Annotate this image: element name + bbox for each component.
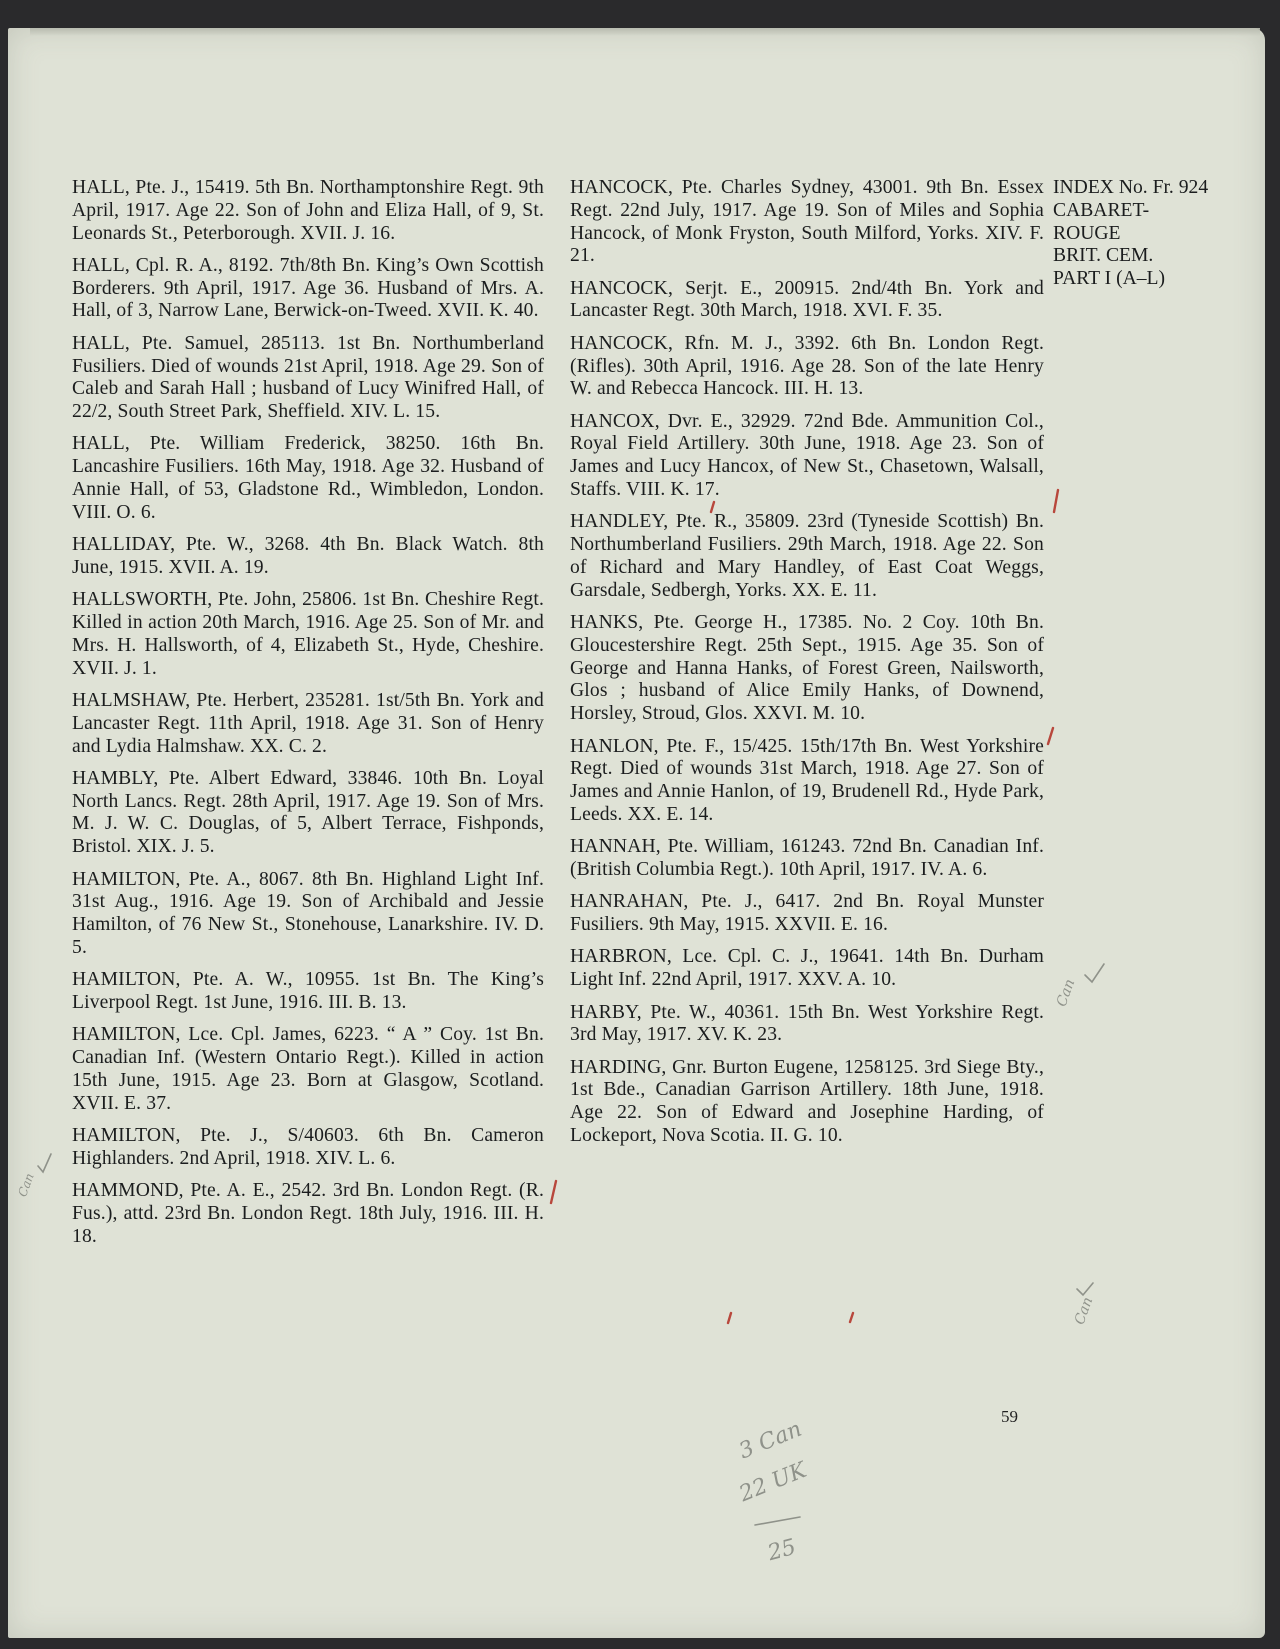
tick-mark-hancox xyxy=(1054,490,1058,512)
entry-hannah-william: HANNAH, Pte. William, 161243. 72nd Bn. Canadian Inf. (British Columbia Regt.). 10th April, 1917. IV. A. 6. xyxy=(570,836,1044,881)
handwritten-can-note-hamilton: Can xyxy=(15,1171,37,1199)
index-part: PART I (A–L) xyxy=(1053,268,1166,290)
check-mark-harding xyxy=(1077,1283,1093,1295)
handwritten-can-note-harding: Can xyxy=(1071,1295,1097,1327)
entry-harding-burton-eugene: HARDING, Gnr. Burton Eugene, 1258125. 3rd Siege Bty., 1st Bde., Canadian Garrison Artillery. 18th June, 1918. Age 22. Son of Edward and Josephine Harding, of Lockeport, Nova Scotia. II. G. 10. xyxy=(570,1056,1044,1146)
cemetery-name-line2: ROUGE xyxy=(1053,222,1121,244)
check-mark-hamilton xyxy=(38,1154,51,1172)
entry-hamilton-james: HAMILTON, Lce. Cpl. James, 6223. “ A ” Coy. 1st Bn. Canadian Inf. (Western Ontario Regt.). Killed in action 15th June, 1915. Age 23. Born at Glasgow, Scotland. XVII. E. 37. xyxy=(72,1024,544,1114)
entry-hambly-albert-edward: HAMBLY, Pte. Albert Edward, 33846. 10th Bn. Loyal North Lancs. Regt. 28th April, 1917. Age 19. Son of Mrs. M. J. W. C. Douglas, of 5, Albert Terrace, Fishponds, Bristol. XIX. J. 5. xyxy=(72,767,544,858)
tick-mark-hanks xyxy=(1048,728,1053,744)
entry-hammond-a-e: HAMMOND, Pte. A. E., 2542. 3rd Bn. London Regt. (R. Fus.), attd. 23rd Bn. London Regt. 18th July, 1916. III. H. 18. xyxy=(72,1180,544,1247)
index-number: INDEX No. Fr. 924 xyxy=(1053,177,1209,198)
grey-pencil-marks xyxy=(38,964,1104,1525)
red-pencil-ticks xyxy=(551,490,1058,1323)
entry-halliday-w: HALLIDAY, Pte. W., 3268. 4th Bn. Black Watch. 8th June, 1915. XVII. A. 19. xyxy=(72,534,544,578)
handwritten-can-note-hannah: Can xyxy=(1053,977,1079,1009)
entry-hall-j: HALL, Pte. J., 15419. 5th Bn. Northamptonshire Regt. 9th April, 1917. Age 22. Son of John and Eliza Hall, of 9, St. Leonards St., Peterborough. XVII. J. 16. xyxy=(72,177,544,244)
tick-mark-hamilton-james xyxy=(551,1181,556,1203)
tick-mark-hancox-comma xyxy=(711,502,714,512)
entry-hancox-e: HANCOX, Dvr. E., 32929. 72nd Bde. Ammunition Col., Royal Field Artillery. 30th June, 1918. Age 23. Son of James and Lucy Hancox, of New St., Chasetown, Walsall, Staffs. VIII. K. 17. xyxy=(570,410,1044,501)
handwritten-tally-canadian: 3 Can xyxy=(735,1416,806,1465)
entry-hamilton-a-w: HAMILTON, Pte. A. W., 10955. 1st Bn. The King’s Liverpool Regt. 1st June, 1916. III. B. 13. xyxy=(72,969,544,1013)
tick-mark-harding-bde xyxy=(850,1313,853,1322)
cemetery-name-line3: BRIT. CEM. xyxy=(1053,245,1154,267)
entry-hanlon-f: HANLON, Pte. F., 15/425. 15th/17th Bn. West Yorkshire Regt. Died of wounds 31st March, 1918. Age 27. Son of James and Annie Hanlon, of 19, Brudenell Rd., Hyde Park, Leeds. XX. E. 14. xyxy=(570,735,1044,825)
entry-halmshaw-herbert: HALMSHAW, Pte. Herbert, 235281. 1st/5th Bn. York and Lancaster Regt. 11th April, 1918. Age 31. Son of Henry and Lydia Halmshaw. XX. C. 2. xyxy=(72,689,544,757)
check-mark-hannah xyxy=(1085,964,1104,982)
entry-hamilton-j: HAMILTON, Pte. J., S/40603. 6th Bn. Cameron Highlanders. 2nd April, 1918. XIV. L. 6. xyxy=(72,1124,544,1169)
tally-underline xyxy=(755,1517,800,1525)
entry-hall-samuel: HALL, Pte. Samuel, 285113. 1st Bn. Northumberland Fusiliers. Died of wounds 21st April, 1918. Age 29. Son of Caleb and Sarah Hall ; husband of Lucy Winifred Hall, of 22/2, South Street Park, Sheffield. XIV. L. 15. xyxy=(72,332,544,423)
entry-hallsworth-john: HALLSWORTH, Pte. John, 25806. 1st Bn. Cheshire Regt. Killed in action 20th March, 1916. Age 25. Son of Mr. and Mrs. H. Hallsworth, of 4, Elizabeth St., Hyde, Cheshire. XVII. J. 1. xyxy=(72,589,544,679)
entry-harby-w: HARBY, Pte. W., 40361. 15th Bn. West Yorkshire Regt. 3rd May, 1917. XV. K. 23. xyxy=(570,1001,1044,1046)
entry-hall-r-a: HALL, Cpl. R. A., 8192. 7th/8th Bn. King’s Own Scottish Borderers. 9th April, 1917. Age 36. Husband of Mrs. A. Hall, of 3, Narrow Lane, Berwick-on-Tweed. XVII. K. 40. xyxy=(72,254,544,322)
tick-mark-harding-bty xyxy=(728,1313,731,1323)
handwritten-tally-uk: 22 UK xyxy=(735,1457,811,1508)
entry-hancock-m-j: HANCOCK, Rfn. M. J., 3392. 6th Bn. London Regt. (Rifles). 30th April, 1916. Age 28. Son of the late Henry W. and Rebecca Hancock. III. H. 13. xyxy=(570,332,1044,400)
entry-hall-william-frederick: HALL, Pte. William Frederick, 38250. 16th Bn. Lancashire Fusiliers. 16th May, 1918. Age 32. Husband of Annie Hall, of 53, Gladstone Rd., Wimbledon, London. VIII. O. 6. xyxy=(72,433,544,523)
page-number: 59 xyxy=(1001,1407,1018,1426)
entry-hancock-charles-sydney: HANCOCK, Pte. Charles Sydney, 43001. 9th Bn. Essex Regt. 22nd July, 1917. Age 19. Son of Miles and Sophia Hancock, of Monk Fryston, South Milford, Yorks. XIV. F. 21. xyxy=(570,177,1044,267)
entry-handley-r: HANDLEY, Pte. R., 35809. 23rd (Tyneside Scottish) Bn. Northumberland Fusiliers. 29th March, 1918. Age 22. Son of Richard and Mary Handley, of East Coat Weggs, Garsdale, Sedbergh, Yorks. XX. E. 11. xyxy=(570,511,1044,601)
entry-hamilton-a: HAMILTON, Pte. A., 8067. 8th Bn. Highland Light Inf. 31st Aug., 1916. Age 19. Son of Archibald and Jessie Hamilton, of 76 New St., Stonehouse, Lanarkshire. IV. D. 5. xyxy=(72,868,544,958)
entry-hanrahan-j: HANRAHAN, Pte. J., 6417. 2nd Bn. Royal Munster Fusiliers. 9th May, 1915. XXVII. E. 16. xyxy=(570,891,1044,936)
cemetery-name-line1: CABARET- xyxy=(1053,199,1150,221)
entry-hancock-e: HANCOCK, Serjt. E., 200915. 2nd/4th Bn. York and Lancaster Regt. 30th March, 1918. XVI. F. 35. xyxy=(570,277,1044,322)
handwritten-tally-total: 25 xyxy=(765,1534,799,1567)
entry-harbron-c-j: HARBRON, Lce. Cpl. C. J., 19641. 14th Bn. Durham Light Inf. 22nd April, 1917. XXV. A. 10. xyxy=(570,946,1044,991)
entry-hanks-george-h: HANKS, Pte. George H., 17385. No. 2 Coy. 10th Bn. Gloucestershire Regt. 25th Sept., 1915. Age 35. Son of George and Hanna Hanks, of Forest Green, Nailsworth, Glos ; husband of Alice Emily Hanks, of Downend, Horsley, Stroud, Glos. XXVI. M. 10. xyxy=(570,612,1044,725)
